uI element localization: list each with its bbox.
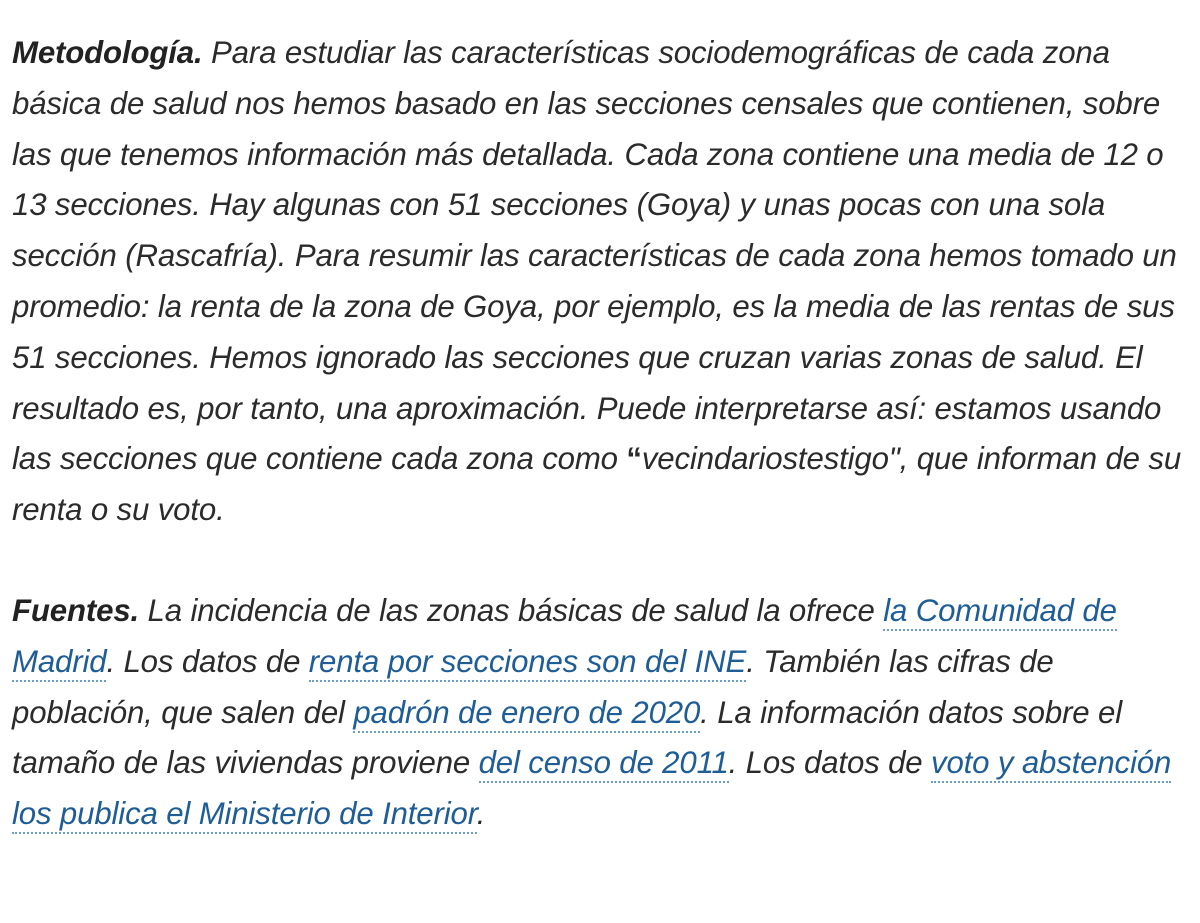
link-censo-2011[interactable]: del censo de 2011 [479, 745, 729, 783]
sources-text: . La información datos sobre el tamaño de las viviendas proviene [12, 694, 1122, 781]
article-body [12, 28, 1184, 840]
open-quote: “ [626, 441, 642, 477]
sources-text: . Los datos de [728, 745, 931, 781]
link-ministerio-interior[interactable]: voto y abstención los publica el Ministerio de Interior [12, 745, 1171, 834]
link-renta-ine[interactable]: renta por secciones son del INE [309, 644, 746, 682]
sources-heading: Fuentes. [12, 592, 140, 628]
methodology-text-end: vecindariostestigo", que informan de su renta o su voto. [12, 441, 1182, 528]
methodology-paragraph [12, 28, 1184, 536]
methodology-text: Para estudiar las características sociodemográficas de cada zona básica de salud nos hemos basado en las secciones censales que contienen, sobre las que tenemos información más detallada. Cada zona contiene una media de 12 o 13 secciones. Hay algunas con 51 secciones (Goya) y unas pocas con una sola sección (Rascafría). Para resumir las características de cada zona hemos tomado un promedio: la renta de la zona de Goya, por ejemplo, es la media de las rentas de sus 51 secciones. Hemos ignorado las secciones que cruzan varias zonas de salud. El resultado es, por tanto, una aproximación. Puede interpretarse así: estamos usando las secciones que contiene cada zona como [12, 35, 1177, 477]
sources-text: . [476, 796, 486, 832]
link-padron-2020[interactable]: padrón de enero de 2020 [353, 695, 700, 733]
link-comunidad-madrid[interactable]: la Comunidad de Madrid [12, 593, 1117, 682]
sources-paragraph [12, 586, 1184, 840]
sources-text: . Los datos de [106, 643, 309, 679]
methodology-heading: Metodología. [12, 35, 203, 70]
sources-text: . También las cifras de población, que salen del [12, 643, 1054, 730]
sources-text: La incidencia de las zonas básicas de salud la ofrece [139, 592, 884, 628]
